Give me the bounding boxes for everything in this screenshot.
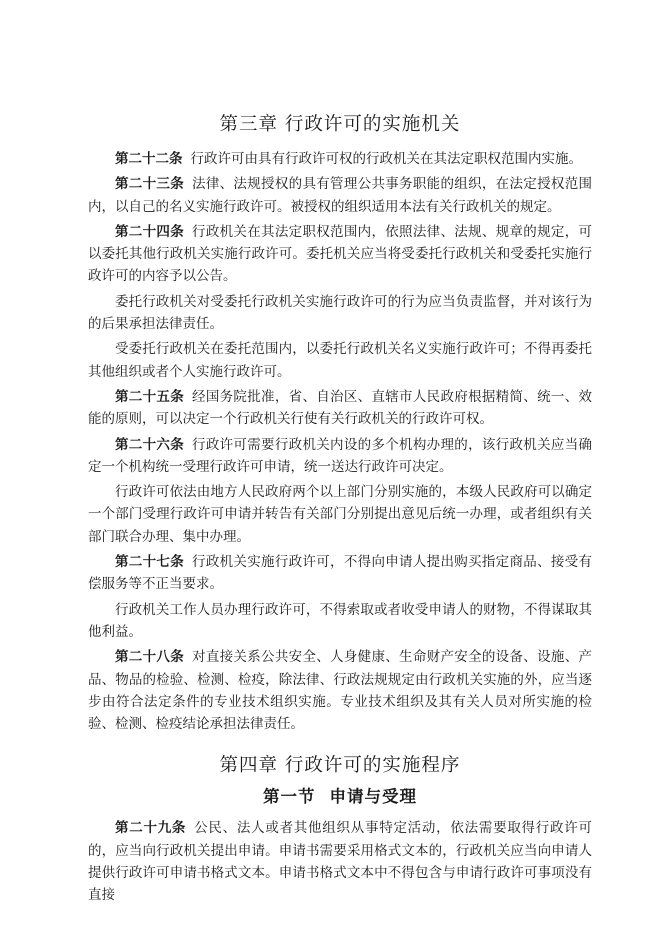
article-paragraph bbox=[88, 221, 592, 288]
article-text: 行政机关工作人员办理行政许可，不得索取或者收受申请人的财物，不得谋取其他利益。 bbox=[88, 601, 592, 640]
article-text: 行政许可由具有行政许可权的行政机关在其法定职权范围内实施。 bbox=[190, 151, 582, 167]
article-paragraph bbox=[88, 434, 592, 479]
article-number: 第二十五条 bbox=[115, 388, 185, 405]
chapter-3-title: 第三章 行政许可的实施机关 bbox=[219, 114, 461, 135]
article-text: 对直接关系公共安全、人身健康、生命财产安全的设备、设施、产品、物品的检验、检测、检疫，除法律、行政法规规定由行政机关实施的外，应当逐步由符合法定条件的专业技术组织实施。专业技术组织及其有关人员对所实施的检验、检测、检疫结论承担法律责任。 bbox=[88, 649, 592, 733]
article-text: 受委托行政机关在委托范围内，以委托行政机关名义实施行政许可；不得再委托其他组织或者个人实施行政许可。 bbox=[88, 341, 592, 380]
article-paragraph bbox=[88, 817, 592, 906]
article-number: 第二十二条 bbox=[115, 151, 183, 167]
article-text: 行政机关实施行政许可，不得向申请人提出购买指定商品、接受有偿服务等不正当要求。 bbox=[88, 554, 592, 593]
article-paragraph bbox=[88, 148, 592, 170]
article-paragraph bbox=[88, 173, 592, 218]
article-text: 经国务院批准，省、自治区、直辖市人民政府根据精简、统一、效能的原则，可以决定一个行政机关行使有关行政机关的行政许可权。 bbox=[88, 388, 592, 428]
article-paragraph bbox=[88, 646, 592, 735]
section-number: 第一节 bbox=[263, 787, 316, 807]
chapter-3-body bbox=[88, 148, 592, 735]
article-text: 公民、法人或者其他组织从事特定活动，依法需要取得行政许可的，应当向行政机关提出申请。申请书需要采用格式文本的，行政机关应当向申请人提供行政许可申请书格式文本。申请书格式文本中不得包含与申请行政许可事项没有直接 bbox=[88, 820, 592, 904]
article-paragraph bbox=[88, 338, 592, 383]
article-number: 第二十四条 bbox=[115, 223, 185, 240]
article-text: 行政机关在其法定职权范围内，依照法律、法规、规章的规定，可以委托其他行政机关实施行政许可。委托机关应当将受委托行政机关和受委托实施行政许可的内容予以公告。 bbox=[88, 223, 592, 285]
chapter-4-title: 第四章 行政许可的实施程序 bbox=[219, 755, 461, 777]
article-paragraph bbox=[88, 386, 592, 431]
section-1-title bbox=[88, 785, 592, 809]
document-page bbox=[88, 112, 592, 910]
article-text: 委托行政机关对受委托行政机关实施行政许可的行为应当负责监督，并对该行为的后果承担法律责任。 bbox=[88, 293, 592, 333]
article-text: 行政许可依法由地方人民政府两个以上部门分别实施的，本级人民政府可以确定一个部门受理行政许可申请并转告有关部门分别提出意见后统一办理，或者组织有关部门联合办理、集中办理。 bbox=[88, 484, 592, 545]
article-number: 第二十六条 bbox=[115, 436, 185, 453]
article-paragraph bbox=[88, 481, 592, 548]
article-paragraph bbox=[88, 291, 592, 336]
article-number: 第二十九条 bbox=[115, 820, 187, 837]
article-text: 法律、法规授权的具有管理公共事务职能的组织，在法定授权范围内，以自己的名义实施行政许可。被授权的组织适用本法有关行政机关的规定。 bbox=[88, 176, 592, 215]
article-text: 行政许可需要行政机关内设的多个机构办理的，该行政机关应当确定一个机构统一受理行政许可申请，统一送达行政许可决定。 bbox=[88, 436, 592, 475]
article-number: 第二十八条 bbox=[115, 649, 185, 666]
article-number: 第二十七条 bbox=[115, 554, 185, 571]
article-number: 第二十三条 bbox=[115, 176, 185, 193]
article-paragraph bbox=[88, 599, 592, 644]
article-paragraph bbox=[88, 551, 592, 596]
section-name: 申请与受理 bbox=[329, 787, 417, 807]
chapter-4-body bbox=[88, 817, 592, 906]
